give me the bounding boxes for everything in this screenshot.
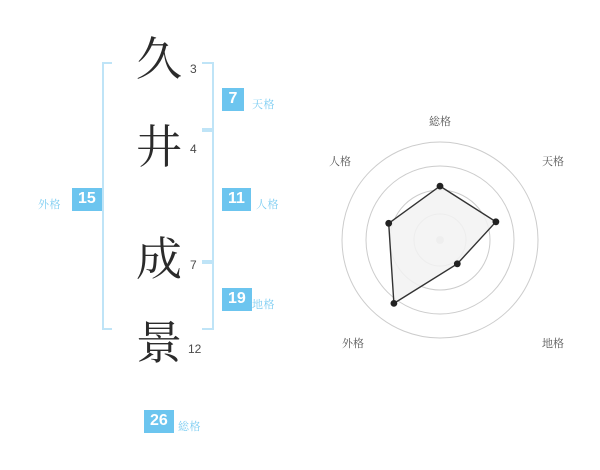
jikaku-score-label: 地格: [252, 299, 275, 311]
radar-chart-svg: [300, 85, 600, 405]
radar-point-soukaku: [437, 183, 444, 190]
tenkaku-score-chip: 7: [222, 88, 244, 111]
soukaku-score-label: 総格: [178, 421, 201, 433]
name-char-2: 井: [136, 120, 182, 174]
name-char-3-strokes: 7: [190, 258, 197, 272]
tenkaku-bracket-top: [202, 62, 212, 64]
outer-bracket-vertical: [102, 62, 104, 330]
radar-series-polygon: [389, 186, 496, 303]
outer-score-chip: 15: [72, 188, 102, 211]
tenkaku-bracket-vertical: [212, 62, 214, 130]
name-char-2-strokes: 4: [190, 142, 197, 156]
jinkaku-score-label: 人格: [256, 199, 279, 211]
name-char-1: 久: [136, 32, 182, 86]
jinkaku-bracket-top: [202, 130, 212, 132]
soukaku-score-chip: 26: [144, 410, 174, 433]
jinkaku-score-chip: 11: [222, 188, 251, 211]
radar-point-jinkaku: [385, 220, 392, 227]
radar-label-jinkaku: 人格: [329, 156, 351, 168]
radar-label-soukaku: 総格: [429, 116, 451, 128]
outer-bracket-top: [102, 62, 112, 64]
jikaku-bracket-vertical: [212, 262, 214, 330]
outer-bracket-bottom: [102, 328, 112, 330]
jikaku-bracket-top: [202, 262, 212, 264]
name-char-4: 景: [136, 316, 182, 370]
jikaku-bracket-bottom: [202, 328, 212, 330]
radar-label-tenkaku: 天格: [542, 156, 564, 168]
radar-label-jikaku: 地格: [542, 338, 564, 350]
tenkaku-score-label: 天格: [252, 99, 275, 111]
radar-chart: [300, 85, 600, 405]
radar-label-gaikaku: 外格: [342, 338, 364, 350]
radar-point-jikaku: [454, 260, 461, 267]
name-char-3: 成: [136, 232, 182, 286]
name-char-1-strokes: 3: [190, 62, 197, 76]
jinkaku-bracket-vertical: [212, 130, 214, 262]
radar-point-gaikaku: [391, 300, 398, 307]
jikaku-score-chip: 19: [222, 288, 252, 311]
radar-point-tenkaku: [493, 218, 500, 225]
outer-score-label: 外格: [38, 199, 61, 211]
name-char-4-strokes: 12: [188, 342, 202, 356]
